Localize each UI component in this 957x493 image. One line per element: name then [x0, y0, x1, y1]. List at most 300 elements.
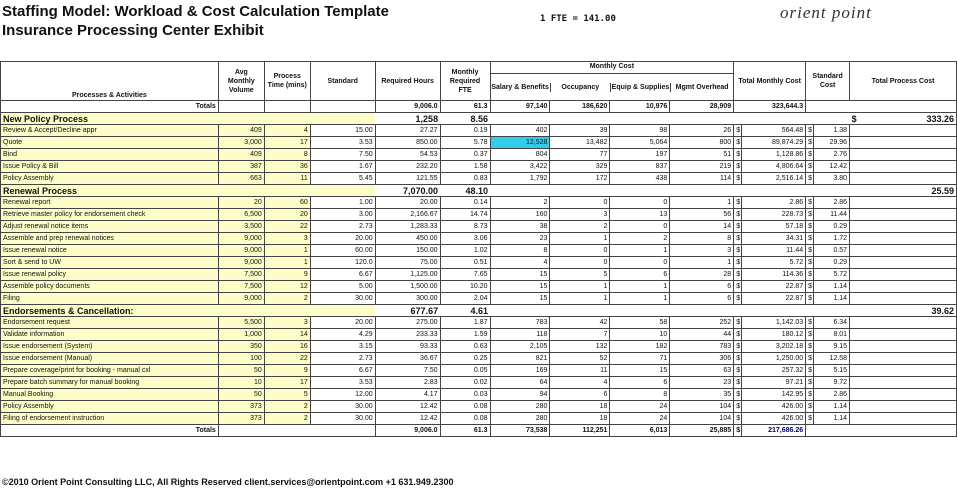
occupancy-cell: 39	[550, 125, 610, 137]
occupancy-cell: 77	[550, 149, 610, 161]
total-monthly-cell: 34.31	[742, 233, 806, 245]
salary-cell: 821	[490, 353, 550, 365]
standard-cost-cell: 0.29	[814, 221, 850, 233]
occupancy-cell: 18	[550, 413, 610, 425]
standard-cost-cell: 2.76	[814, 149, 850, 161]
avg-volume-cell: 409	[218, 125, 264, 137]
total-monthly-cell: 228.73	[742, 209, 806, 221]
required-hours-cell: 121.55	[375, 173, 440, 185]
totals-row-bottom: Totals 9,006.0 61.3 73,538 112,251 6,013 25,885 $ 217,686.26	[1, 425, 957, 437]
equip-cell: 5,064	[610, 137, 670, 149]
total-monthly-cell: 11.44	[742, 245, 806, 257]
standard-cost-cell: 1.14	[814, 281, 850, 293]
standard-cell: 3.00	[310, 209, 375, 221]
total-monthly-cell: 1,128.86	[742, 149, 806, 161]
activity-name: Filing	[1, 293, 219, 305]
required-fte-cell: 0.08	[440, 413, 490, 425]
table-row	[1, 245, 957, 257]
salary-cell: 402	[490, 125, 550, 137]
table-row	[1, 389, 957, 401]
equip-cell: 1	[610, 281, 670, 293]
total-monthly-cell: 1,142.03	[742, 317, 806, 329]
required-hours-cell: 1,125.00	[375, 269, 440, 281]
standard-cell: 6.67	[310, 365, 375, 377]
dollar-sign: $	[806, 389, 814, 401]
avg-volume-cell: 1,000	[218, 329, 264, 341]
dollar-sign: $	[806, 209, 814, 221]
dollar-sign: $	[734, 233, 742, 245]
standard-cell: 60.00	[310, 245, 375, 257]
total-monthly-cell: 57.18	[742, 221, 806, 233]
avg-volume-cell: 373	[218, 401, 264, 413]
required-fte-cell: 2.04	[440, 293, 490, 305]
standard-cell: 120.0	[310, 257, 375, 269]
required-hours-cell: 12.42	[375, 401, 440, 413]
dollar-sign: $	[734, 293, 742, 305]
salary-cell: 160	[490, 209, 550, 221]
occupancy-cell: 1	[550, 233, 610, 245]
salary-cell: 118	[490, 329, 550, 341]
equip-cell: 58	[610, 317, 670, 329]
table-row	[1, 317, 957, 329]
col-required-fte: Monthly Required FTE	[440, 62, 490, 101]
required-hours-cell: 2,166.67	[375, 209, 440, 221]
equip-cell: 8	[610, 389, 670, 401]
required-hours-cell: 1,283.33	[375, 221, 440, 233]
mgmt-cell: 63	[670, 365, 734, 377]
occupancy-cell: 0	[550, 197, 610, 209]
footer-copyright: ©2010 Orient Point Consulting LLC, All Rights Reserved client.services@orientpoint.com +1 631.949.2300	[2, 477, 454, 487]
required-fte-cell: 0.08	[440, 401, 490, 413]
avg-volume-cell: 50	[218, 389, 264, 401]
equip-cell: 1	[610, 245, 670, 257]
table-row	[1, 137, 957, 149]
process-time-cell: 36	[264, 161, 310, 173]
col-activities: Processes & Activities	[1, 62, 219, 101]
required-hours-cell: 12.42	[375, 413, 440, 425]
dollar-sign: $	[806, 149, 814, 161]
equip-cell: 24	[610, 401, 670, 413]
col-total-monthly: Total Monthly Cost	[734, 62, 806, 101]
dollar-sign: $	[734, 365, 742, 377]
salary-cell: 15	[490, 281, 550, 293]
required-fte-cell: 14.74	[440, 209, 490, 221]
totals-label: Totals	[1, 425, 219, 437]
orient-point-logo: orient point	[780, 3, 872, 22]
mgmt-cell: 8	[670, 233, 734, 245]
process-cost-cell	[850, 269, 957, 281]
process-cost-cell	[850, 317, 957, 329]
mgmt-cell: 800	[670, 137, 734, 149]
required-hours-cell: 54.53	[375, 149, 440, 161]
process-time-cell: 3	[264, 233, 310, 245]
required-fte-cell: 0.63	[440, 341, 490, 353]
standard-cell: 5.45	[310, 173, 375, 185]
standard-cell: 5.00	[310, 281, 375, 293]
process-time-cell: 1	[264, 257, 310, 269]
equip-cell: 98	[610, 125, 670, 137]
salary-cell: 280	[490, 413, 550, 425]
salary-cell: 8	[490, 245, 550, 257]
section-header	[1, 113, 957, 125]
required-fte-cell: 1.87	[440, 317, 490, 329]
process-time-cell: 4	[264, 125, 310, 137]
standard-cost-cell: 2.86	[814, 197, 850, 209]
activity-name: Manual Booking	[1, 389, 219, 401]
standard-cost-cell: 0.57	[814, 245, 850, 257]
avg-volume-cell: 10	[218, 377, 264, 389]
equip-cell: 10	[610, 329, 670, 341]
equip-cell: 0	[610, 257, 670, 269]
salary-cell: 3,422	[490, 161, 550, 173]
activity-name: Endorsement request	[1, 317, 219, 329]
total-monthly-cell: 426.00	[742, 401, 806, 413]
avg-volume-cell: 9,000	[218, 245, 264, 257]
required-hours-cell: 75.00	[375, 257, 440, 269]
activity-name: Issue endorsement (System)	[1, 341, 219, 353]
process-time-cell: 16	[264, 341, 310, 353]
section-header	[1, 305, 957, 317]
dollar-sign: $	[806, 353, 814, 365]
standard-cost-cell: 6.34	[814, 317, 850, 329]
required-hours-cell: 450.00	[375, 233, 440, 245]
section-hours: 7,070.00	[375, 185, 440, 197]
dollar-sign: $	[734, 257, 742, 269]
process-cost-cell	[850, 257, 957, 269]
occupancy-cell: 4	[550, 377, 610, 389]
salary-cell: 12,528	[490, 137, 550, 149]
dollar-sign: $	[806, 197, 814, 209]
mgmt-cell: 44	[670, 329, 734, 341]
activity-name: Issue endorsement (Manual)	[1, 353, 219, 365]
occupancy-cell: 1	[550, 281, 610, 293]
standard-cell: 12.00	[310, 389, 375, 401]
equip-cell: 13	[610, 209, 670, 221]
totals-row-top: Totals 9,006.0 61.3 97,140 186,620 10,976 28,909 323,644.3	[1, 101, 957, 113]
avg-volume-cell: 5,500	[218, 317, 264, 329]
salary-cell: 23	[490, 233, 550, 245]
required-hours-cell: 7.50	[375, 365, 440, 377]
activity-name: Renewal report	[1, 197, 219, 209]
equip-cell: 6	[610, 377, 670, 389]
process-time-cell: 1	[264, 245, 310, 257]
dollar-sign: $	[734, 281, 742, 293]
activity-name: Policy Assembly	[1, 401, 219, 413]
page-title: Staffing Model: Workload & Cost Calculation Template	[2, 3, 389, 20]
avg-volume-cell: 9,000	[218, 257, 264, 269]
activity-name: Assemble policy documents	[1, 281, 219, 293]
dollar-sign: $	[806, 161, 814, 173]
occupancy-cell: 329	[550, 161, 610, 173]
table-row	[1, 329, 957, 341]
mgmt-cell: 6	[670, 293, 734, 305]
required-hours-cell: 275.00	[375, 317, 440, 329]
required-hours-cell: 2.83	[375, 377, 440, 389]
required-fte-cell: 7.65	[440, 269, 490, 281]
dollar-sign: $	[734, 341, 742, 353]
standard-cost-cell: 9.72	[814, 377, 850, 389]
table-row	[1, 353, 957, 365]
table-row	[1, 173, 957, 185]
equip-cell: 197	[610, 149, 670, 161]
dollar-sign: $	[806, 329, 814, 341]
equip-cell: 2	[610, 233, 670, 245]
dollar-sign: $	[734, 413, 742, 425]
salary-cell: 783	[490, 317, 550, 329]
dollar-sign: $	[806, 413, 814, 425]
section-fte: 8.56	[440, 113, 490, 125]
section-hours: 677.67	[375, 305, 440, 317]
dollar-sign: $	[734, 221, 742, 233]
standard-cell: 2.73	[310, 353, 375, 365]
required-hours-cell: 20.00	[375, 197, 440, 209]
required-fte-cell: 0.02	[440, 377, 490, 389]
table-row	[1, 161, 957, 173]
standard-cell: 1.00	[310, 197, 375, 209]
standard-cost-cell: 11.44	[814, 209, 850, 221]
total-monthly-cell: 89,874.29	[742, 137, 806, 149]
avg-volume-cell: 9,000	[218, 293, 264, 305]
avg-volume-cell: 7,500	[218, 269, 264, 281]
col-standard: Standard	[310, 62, 375, 101]
table-row	[1, 401, 957, 413]
required-fte-cell: 8.73	[440, 221, 490, 233]
equip-cell: 837	[610, 161, 670, 173]
total-monthly-cell: 4,806.64	[742, 161, 806, 173]
salary-cell: 4	[490, 257, 550, 269]
standard-cost-cell: 5.15	[814, 365, 850, 377]
table-row	[1, 293, 957, 305]
standard-cell: 6.67	[310, 269, 375, 281]
avg-volume-cell: 3,500	[218, 221, 264, 233]
section-name: Renewal Process	[1, 185, 376, 197]
fte-note: 1 FTE = 141.00	[540, 14, 616, 24]
dollar-sign: $	[734, 329, 742, 341]
salary-cell: 804	[490, 149, 550, 161]
standard-cost-cell: 1.14	[814, 401, 850, 413]
section-process-cost: $ 333.26	[850, 113, 957, 125]
avg-volume-cell: 350	[218, 341, 264, 353]
dollar-sign: $	[734, 353, 742, 365]
avg-volume-cell: 9,000	[218, 233, 264, 245]
dollar-sign: $	[806, 317, 814, 329]
required-fte-cell: 0.83	[440, 173, 490, 185]
occupancy-cell: 1	[550, 293, 610, 305]
avg-volume-cell: 3,000	[218, 137, 264, 149]
required-fte-cell: 0.37	[440, 149, 490, 161]
dollar-sign: $	[806, 341, 814, 353]
required-hours-cell: 232.20	[375, 161, 440, 173]
table-row	[1, 149, 957, 161]
required-fte-cell: 0.51	[440, 257, 490, 269]
activity-name: Validate information	[1, 329, 219, 341]
dollar-sign: $	[806, 257, 814, 269]
dollar-sign: $	[806, 137, 814, 149]
activity-name: Issue renewal notice	[1, 245, 219, 257]
equip-cell: 6	[610, 269, 670, 281]
dollar-sign: $	[806, 233, 814, 245]
dollar-sign: $	[806, 173, 814, 185]
occupancy-cell: 11	[550, 365, 610, 377]
process-time-cell: 12	[264, 281, 310, 293]
mgmt-cell: 51	[670, 149, 734, 161]
standard-cell: 30.00	[310, 413, 375, 425]
table-row	[1, 341, 957, 353]
standard-cost-cell: 1.72	[814, 233, 850, 245]
occupancy-cell: 0	[550, 245, 610, 257]
process-time-cell: 9	[264, 269, 310, 281]
process-time-cell: 60	[264, 197, 310, 209]
mgmt-cell: 26	[670, 125, 734, 137]
standard-cost-cell: 29.96	[814, 137, 850, 149]
mgmt-cell: 114	[670, 173, 734, 185]
section-name: New Policy Process	[1, 113, 376, 125]
process-cost-cell	[850, 245, 957, 257]
process-cost-cell	[850, 125, 957, 137]
required-hours-cell: 233.33	[375, 329, 440, 341]
required-hours-cell: 1,500.00	[375, 281, 440, 293]
mgmt-cell: 219	[670, 161, 734, 173]
standard-cell: 1.67	[310, 161, 375, 173]
mgmt-cell: 14	[670, 221, 734, 233]
avg-volume-cell: 373	[218, 413, 264, 425]
required-hours-cell: 4.17	[375, 389, 440, 401]
section-fte: 48.10	[440, 185, 490, 197]
mgmt-cell: 3	[670, 245, 734, 257]
standard-cell: 15.00	[310, 125, 375, 137]
total-monthly-cell: 22.87	[742, 293, 806, 305]
standard-cost-cell: 1.14	[814, 293, 850, 305]
monthly-cost-group	[490, 62, 734, 101]
dollar-sign: $	[734, 401, 742, 413]
salary-cell: 15	[490, 269, 550, 281]
required-fte-cell: 0.03	[440, 389, 490, 401]
mgmt-cell: 783	[670, 341, 734, 353]
dollar-sign: $	[734, 377, 742, 389]
section-name: Endorsements & Cancellation:	[1, 305, 376, 317]
total-monthly-cell: 5.72	[742, 257, 806, 269]
equip-cell: 182	[610, 341, 670, 353]
table-row	[1, 125, 957, 137]
standard-cell: 3.53	[310, 137, 375, 149]
occupancy-cell: 18	[550, 401, 610, 413]
salary-cell: 2,105	[490, 341, 550, 353]
total-monthly-cell: 2,516.14	[742, 173, 806, 185]
standard-cell: 30.00	[310, 293, 375, 305]
mgmt-cell: 6	[670, 281, 734, 293]
section-fte: 4.61	[440, 305, 490, 317]
process-time-cell: 22	[264, 353, 310, 365]
avg-volume-cell: 20	[218, 197, 264, 209]
equip-cell: 15	[610, 365, 670, 377]
process-time-cell: 2	[264, 401, 310, 413]
required-fte-cell: 10.20	[440, 281, 490, 293]
standard-cell: 4.29	[310, 329, 375, 341]
equip-cell: 1	[610, 293, 670, 305]
mgmt-cell: 306	[670, 353, 734, 365]
process-cost-cell	[850, 221, 957, 233]
occupancy-cell: 52	[550, 353, 610, 365]
required-fte-cell: 0.05	[440, 365, 490, 377]
dollar-sign: $	[806, 281, 814, 293]
standard-cell: 3.15	[310, 341, 375, 353]
process-cost-cell	[850, 389, 957, 401]
mgmt-cell: 104	[670, 401, 734, 413]
table-row	[1, 269, 957, 281]
activity-name: Prepare coverage/print for booking - manual cxl	[1, 365, 219, 377]
dollar-sign: $	[734, 149, 742, 161]
process-cost-cell	[850, 377, 957, 389]
mgmt-cell: 56	[670, 209, 734, 221]
process-time-cell: 2	[264, 293, 310, 305]
occupancy-cell: 42	[550, 317, 610, 329]
standard-cost-cell: 1.38	[814, 125, 850, 137]
occupancy-cell: 0	[550, 257, 610, 269]
equip-cell: 71	[610, 353, 670, 365]
mgmt-cell: 35	[670, 389, 734, 401]
dollar-sign: $	[806, 269, 814, 281]
table-row	[1, 377, 957, 389]
dollar-sign: $	[734, 245, 742, 257]
process-time-cell: 8	[264, 149, 310, 161]
standard-cell: 20.00	[310, 317, 375, 329]
process-cost-cell	[850, 137, 957, 149]
process-cost-cell	[850, 329, 957, 341]
col-standard-cost: Standard Cost	[806, 62, 850, 101]
standard-cost-cell: 12.58	[814, 353, 850, 365]
total-monthly-cell: 3,202.18	[742, 341, 806, 353]
activity-name: Assemble and prep renewal notices	[1, 233, 219, 245]
dollar-sign: $	[734, 209, 742, 221]
process-time-cell: 22	[264, 221, 310, 233]
process-time-cell: 3	[264, 317, 310, 329]
table-row	[1, 221, 957, 233]
process-cost-cell	[850, 149, 957, 161]
equip-cell: 438	[610, 173, 670, 185]
mgmt-cell: 104	[670, 413, 734, 425]
dollar-sign: $	[806, 221, 814, 233]
dollar-sign: $	[806, 245, 814, 257]
required-fte-cell: 1.59	[440, 329, 490, 341]
dollar-sign: $	[806, 401, 814, 413]
process-cost-cell	[850, 365, 957, 377]
standard-cost-cell: 1.14	[814, 413, 850, 425]
occupancy-cell: 132	[550, 341, 610, 353]
mgmt-cell: 1	[670, 197, 734, 209]
process-cost-cell	[850, 173, 957, 185]
standard-cost-cell: 2.86	[814, 389, 850, 401]
col-salary: Salary & Benefits	[491, 83, 549, 91]
table-row	[1, 257, 957, 269]
required-fte-cell: 1.02	[440, 245, 490, 257]
process-time-cell: 17	[264, 137, 310, 149]
occupancy-cell: 172	[550, 173, 610, 185]
avg-volume-cell: 6,500	[218, 209, 264, 221]
section-process-cost: 25.59	[850, 185, 957, 197]
process-cost-cell	[850, 293, 957, 305]
salary-cell: 169	[490, 365, 550, 377]
col-required-hours: Required Hours	[375, 62, 440, 101]
standard-cell: 7.50	[310, 149, 375, 161]
grand-total: 217,686.26	[742, 425, 806, 437]
required-hours-cell: 850.00	[375, 137, 440, 149]
process-time-cell: 5	[264, 389, 310, 401]
process-cost-cell	[850, 209, 957, 221]
total-monthly-cell: 257.32	[742, 365, 806, 377]
activity-name: Issue renewal policy	[1, 269, 219, 281]
mgmt-cell: 252	[670, 317, 734, 329]
dollar-sign: $	[734, 173, 742, 185]
